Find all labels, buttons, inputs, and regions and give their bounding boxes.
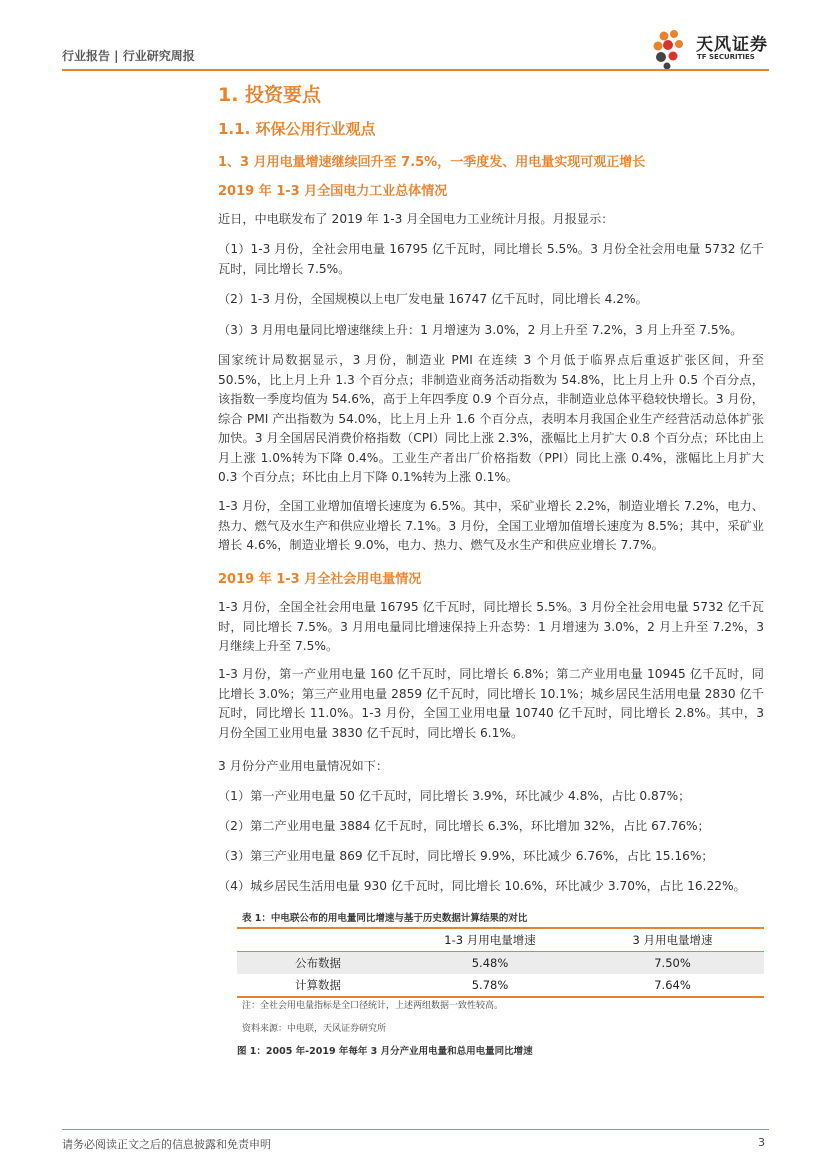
table-note: 注：全社会用电量指标是全口径统计，上述两组数据一致性较高。 (242, 1001, 504, 1011)
table-header-cell: 3 月用电量增速 (581, 928, 764, 952)
company-logo (650, 26, 770, 70)
table-cell: 5.48% (399, 952, 581, 975)
table-cell: 7.50% (581, 952, 764, 975)
paragraph: （3）3 月用电量同比增速继续上升：1 月增速为 3.0%，2 月上升至 7.2%，3 月上升至 7.5%。 (218, 323, 743, 337)
table-cell: 计算数据 (237, 974, 399, 997)
paragraph: 3 月份分产业用电量情况如下： (218, 759, 389, 773)
list-item: （2）第二产业用电量 3884 亿千瓦时，同比增长 6.3%，环比增加 32%，占比 67.76%； (218, 819, 710, 833)
list-item: （3）第三产业用电量 869 亿千瓦时，同比增长 9.9%，环比减少 6.76%，占比 15.16%； (218, 849, 714, 863)
topic-heading: 1、3 月用电量增速继续回升至 7.5%，一季度发、用电量实现可观正增长 (218, 155, 646, 170)
paragraph: 1-3 月份，全国工业增加值增长速度为 6.5%。其中，采矿业增长 2.2%，制造业增长 7.2%，电力、热力、燃气及水生产和供应业增长 7.1%。3 月份，全国工业增加值增长速度为 8.5%；其中，采矿业增长 4.6%，制造业增长 9.0%，电力、热力、燃气及水生产和供应业增长 7.7%。 (218, 499, 764, 552)
list-item: （4）城乡居民生活用电量 930 亿千瓦时，同比增长 10.6%，环比减少 3.70%，占比 16.22%。 (218, 879, 746, 893)
table-row (237, 974, 764, 997)
paragraph: （1）1-3 月份，全社会用电量 16795 亿千瓦时，同比增长 5.5%。3 月份全社会用电量 5732 亿千瓦时，同比增长 7.5%。 (218, 242, 764, 276)
table-cell: 5.78% (399, 974, 581, 997)
header-divider (62, 69, 769, 71)
table-row (237, 952, 764, 975)
subsection-heading: 1.1. 环保公用行业观点 (218, 120, 376, 138)
subtopic-heading-electricity: 2019 年 1-3 月全社会用电量情况 (218, 572, 422, 587)
table-cell: 7.64% (581, 974, 764, 997)
table-cell: 公布数据 (237, 952, 399, 975)
paragraph: 近日，中电联发布了 2019 年 1-3 月全国电力工业统计月报。月报显示： (218, 212, 614, 226)
report-category: 行业报告 | 行业研究周报 (62, 49, 195, 63)
table-header-row (237, 928, 764, 952)
table-header-cell: 1-3 月用电量增速 (399, 928, 581, 952)
section-heading: 1. 投资要点 (218, 84, 322, 106)
paragraph: 国家统计局数据显示，3 月份，制造业 PMI 在连续 3 个月低于临界点后重返扩张区间，升至 50.5%，比上月上升 1.3 个百分点；非制造业商务活动指数为 54.8%，比上月上升 0.5 个百分点，该指数一季度均值为 54.6%，高于上年四季度 0.9 个百分点，非制造业总体平稳较快增长。3 月份，综合 PMI 产出指数为 54.0%，比上月上升 1.6 个百分点，表明本月我国企业生产经营活动总体扩张加快。3 月全国居民消费价格指数（CPI）同比上涨 2.3%，涨幅比上月扩大 0.8 个百分点；环比由上月上涨 1.0%转为下降 0.4%。工业生产者出厂价格指数（PPI）同比上涨 0.4%，涨幅比上月扩大 0.3 个百分点；环比由上月下降 0.1%转为上涨 0.1%。 (218, 353, 764, 484)
flower-logo-icon (650, 26, 694, 70)
paragraph: 1-3 月份，全国全社会用电量 16795 亿千瓦时，同比增长 5.5%。3 月份全社会用电量 5732 亿千瓦时，同比增长 7.5%。3 月用电量同比增速保持上升态势：1 月增速为 3.0%，2 月上升至 7.2%，3 月继续上升至 7.5%。 (218, 600, 764, 653)
figure-title: 图 1：2005 年-2019 年每年 3 月分产业用电量和总用电量同比增速 (237, 1046, 533, 1057)
logo-english-name: TF SECURITIES (697, 53, 755, 61)
table-source: 资料来源：中电联，天风证券研究所 (242, 1024, 387, 1034)
list-item: （1）第一产业用电量 50 亿千瓦时，同比增长 3.9%，环比减少 4.8%，占比 0.87%； (218, 789, 691, 803)
table-header-cell (237, 928, 399, 952)
paragraph: （2）1-3 月份，全国规模以上电厂发电量 16747 亿千瓦时，同比增长 4.2%。 (218, 292, 648, 306)
comparison-table (237, 927, 764, 998)
subtopic-heading-power-industry: 2019 年 1-3 月全国电力工业总体情况 (218, 184, 448, 199)
footer-divider (62, 1129, 769, 1130)
paragraph: 1-3 月份，第一产业用电量 160 亿千瓦时，同比增长 6.8%；第二产业用电量 10945 亿千瓦时，同比增长 3.0%；第三产业用电量 2859 亿千瓦时，同比增长 10.1%；城乡居民生活用电量 2830 亿千瓦时，同比增长 11.0%。1-3 月份，全国工业用电量 10740 亿千瓦时，同比增长 2.8%。其中，3 月份全国工业用电量 3830 亿千瓦时，同比增长 6.1%。 (218, 667, 764, 740)
page-number: 3 (758, 1136, 765, 1149)
table-title: 表 1：中电联公布的用电量同比增速与基于历史数据计算结果的对比 (242, 913, 528, 924)
logo-chinese-name: 天风证券 (696, 35, 768, 55)
disclaimer-note: 请务必阅读正文之后的信息披露和免责申明 (62, 1138, 271, 1151)
